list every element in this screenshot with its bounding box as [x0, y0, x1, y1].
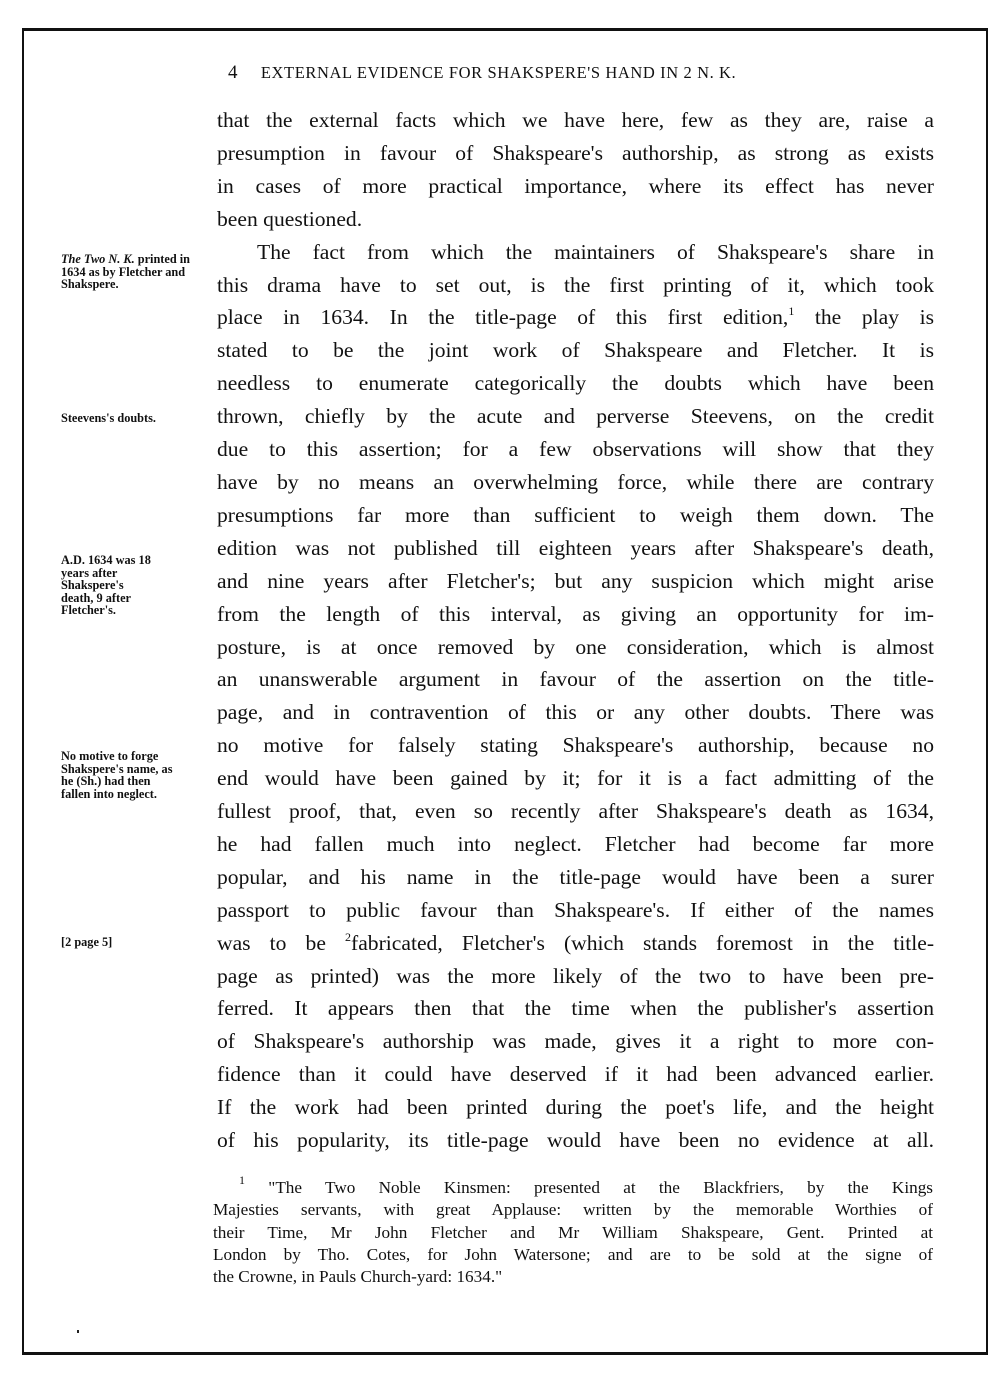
- text-line: fidence than it could have deserved if it had been advanced earlier.: [217, 1062, 934, 1087]
- text-line: been questioned.: [217, 206, 363, 231]
- text-line: presumption in favour of Shakspeare's authorship, as strong as exists: [217, 140, 934, 165]
- text-line: [217, 301, 934, 334]
- footnote-line: London by Tho. Cotes, for John Watersone; and are to be sold at the signe of: [213, 1244, 933, 1264]
- text-line: he had fallen much into neglect. Fletcher had become far more: [217, 831, 934, 856]
- footnote-line: Majesties servants, with great Applause: written by the memorable Worthies of: [213, 1200, 933, 1220]
- text-line: this drama have to set out, is the first printing of it, which took: [217, 272, 934, 297]
- text-line: presumptions far more than sufficient to weigh them down. The: [217, 502, 934, 527]
- text-line: fullest proof, that, even so recently after Shakspeare's death as 1634,: [217, 799, 934, 824]
- footnote-line: the Crowne, in Pauls Church-yard: 1634.": [213, 1267, 503, 1287]
- scan-speck: [77, 1330, 79, 1333]
- margin-note-steevens: [61, 412, 156, 425]
- text-segment: fabricated, Fletcher's (which stands foremost in the title-: [351, 930, 935, 955]
- footnote: [213, 1173, 933, 1288]
- text-line: needless to enumerate categorically the doubts which have been: [217, 371, 934, 396]
- page-number: 4: [228, 62, 239, 83]
- text-line: due to this assertion; for a few observations will show that they: [217, 437, 934, 462]
- margin-note-text: [2 page 5]: [61, 935, 113, 949]
- text-segment: the play is: [814, 305, 934, 330]
- main-text: [217, 104, 934, 1157]
- text-line: passport to public favour than Shakspeare's. If either of the names: [217, 897, 934, 922]
- text-segment: was to be: [217, 930, 326, 955]
- margin-note-dates: [61, 554, 156, 617]
- text-line: in cases of more practical importance, where its effect has never: [217, 173, 934, 198]
- text-line: thrown, chiefly by the acute and perverse Steevens, on the credit: [217, 404, 934, 429]
- margin-note-first-printing: [61, 253, 211, 291]
- margin-note-title: The Two N. K.: [61, 252, 135, 266]
- margin-note-text: A.D. 1634 was 18 years after Shakspere's death, 9 after Fletcher's.: [61, 553, 151, 617]
- text-line: end would have been gained by it; for it is a fact admitting of the: [217, 766, 934, 791]
- text-line: If the work had been printed during the poet's life, and the height: [217, 1095, 934, 1120]
- footnote-reference[interactable]: 1: [788, 304, 795, 319]
- margin-note-no-motive: [61, 750, 173, 800]
- text-line: ferred. It appears then that the time when the publisher's assertion: [217, 996, 934, 1021]
- page-break-marker: 2: [345, 929, 352, 944]
- margin-note-text: Steevens's doubts.: [61, 411, 156, 425]
- text-line: and nine years after Fletcher's; but any suspicion which might arise: [217, 568, 934, 593]
- footnote-marker: 1: [239, 1173, 245, 1187]
- text-line: an unanswerable argument in favour of the assertion on the title-: [217, 667, 934, 692]
- text-line: page as printed) was the more likely of the two to have been pre-: [217, 963, 934, 988]
- margin-note-page-ref: [61, 936, 211, 949]
- margin-note-text: No motive to forge Shakspere's name, as he (Sh.) had then fallen into neglect.: [61, 749, 173, 801]
- text-line: [217, 927, 934, 960]
- text-line: that the external facts which we have here, few as they are, raise a: [217, 108, 934, 132]
- text-segment: "The Two Noble Kinsmen: presented at the Blackfriers, by the Kings: [268, 1178, 933, 1197]
- text-line: have by no means an overwhelming force, while there are contrary: [217, 469, 934, 494]
- footnote-line: their Time, Mr John Fletcher and Mr William Shakspeare, Gent. Printed at: [213, 1222, 933, 1242]
- text-line: page, and in contravention of this or any other doubts. There was: [217, 700, 934, 725]
- margin-note-text: printed in 1634 as by Fletcher and Shakspere.: [61, 252, 191, 291]
- text-line: posture, is at once removed by one consideration, which is almost: [217, 634, 934, 659]
- text-line: of his popularity, its title-page would have been no evidence at all.: [217, 1128, 934, 1153]
- text-line: no motive for falsely stating Shakspeare's authorship, because no: [217, 733, 934, 758]
- text-line: popular, and his name in the title-page would have been a surer: [217, 864, 934, 889]
- text-line: of Shakspeare's authorship was made, gives it a right to more con-: [217, 1029, 934, 1054]
- text-line: The fact from which the maintainers of Shakspeare's share in: [257, 239, 934, 264]
- footnote-line: [213, 1173, 933, 1199]
- text-line: edition was not published till eighteen years after Shakspeare's death,: [217, 535, 934, 560]
- running-head-title: EXTERNAL EVIDENCE FOR SHAKSPERE'S HAND IN 2 N. K.: [260, 63, 737, 82]
- running-head: [228, 62, 928, 84]
- text-line: stated to be the joint work of Shakspeare and Fletcher. It is: [217, 338, 934, 363]
- text-segment: place in 1634. In the title-page of this first edition,: [217, 305, 789, 330]
- text-line: from the length of this interval, as giving an opportunity for im-: [217, 601, 934, 626]
